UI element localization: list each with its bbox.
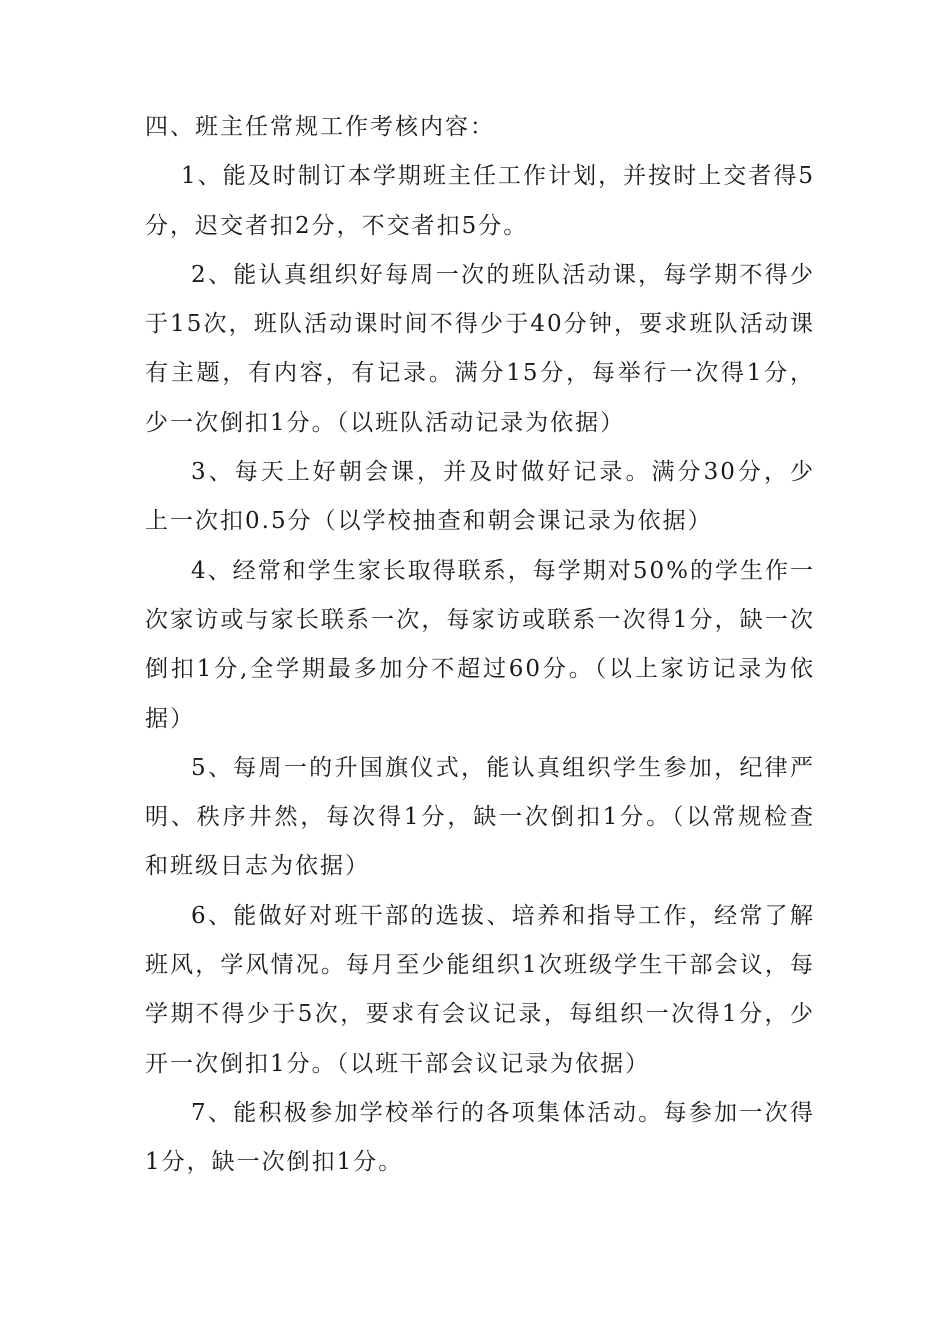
section-heading: 四、班主任常规工作考核内容： — [145, 114, 495, 140]
document-body — [145, 103, 815, 1188]
paragraph-2: 2、能认真组织好每周一次的班队活动课，每学期不得少于15次，班队活动课时间不得少于40分钟，要求班队活动课有主题，有内容，有记录。满分15分，每举行一次得1分，少一次倒扣1分。（以班队活动记录为依据） — [145, 261, 815, 436]
paragraph-5: 5、每周一的升国旗仪式，能认真组织学生参加，纪律严明、秩序井然，每次得1分，缺一次倒扣1分。（以常规检查和班级日志为依据） — [145, 754, 815, 880]
paragraph-1: 1、能及时制订本学期班主任工作计划，并按时上交者得5分，迟交者扣2分，不交者扣5分。 — [145, 163, 815, 239]
paragraph-6: 6、能做好对班干部的选拔、培养和指导工作，经常了解班风，学风情况。每月至少能组织1次班级学生干部会议，每学期不得少于5次，要求有会议记录，每组织一次得1分，少开一次倒扣1分。（以班干部会议记录为依据） — [145, 902, 815, 1077]
paragraph-7: 7、能积极参加学校举行的各项集体活动。每参加一次得1分，缺一次倒扣1分。 — [145, 1099, 815, 1176]
paragraph-3: 3、每天上好朝会课，并及时做好记录。满分30分，少上一次扣0.5分（以学校抽查和朝会课记录为依据） — [145, 459, 815, 535]
paragraph-4: 4、经常和学生家长取得联系，每学期对50%的学生作一次家访或与家长联系一次，每家访或联系一次得1分，缺一次倒扣1分,全学期最多加分不超过60分。（以上家访记录为依据） — [145, 557, 815, 732]
